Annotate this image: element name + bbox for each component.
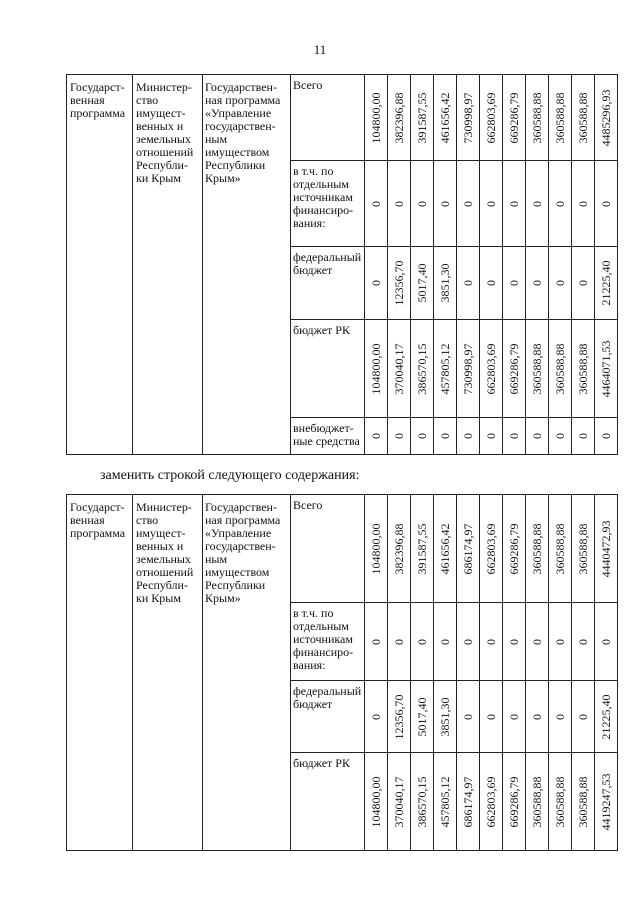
value-cell: 0 (549, 603, 572, 681)
executor-cell: Министер- ство имущест- венных и земельных отношений Республи- ки Крым (133, 495, 203, 851)
value-cell: 104800,00 (365, 753, 388, 851)
value-cell: 0 (457, 681, 480, 753)
value-cell: 730998,97 (457, 320, 480, 418)
value-cell: 0 (480, 603, 503, 681)
value-cell: 370040,17 (388, 320, 411, 418)
value-cell: 0 (365, 247, 388, 320)
value-cell: 730998,97 (457, 75, 480, 161)
value-cell: 0 (411, 418, 434, 455)
value-cell: 360588,88 (549, 320, 572, 418)
value-cell: 669286,79 (503, 495, 526, 603)
value-cell: 662803,69 (480, 495, 503, 603)
source-cell: Всего (291, 75, 365, 161)
value-cell: 4485296,93 (595, 75, 618, 161)
source-cell: в т.ч. по отдельным источникам финансиро- вания: (291, 603, 365, 681)
value-cell: 4440472,93 (595, 495, 618, 603)
value-cell: 461656,42 (434, 75, 457, 161)
value-cell: 0 (457, 161, 480, 247)
value-cell: 360588,88 (526, 75, 549, 161)
program-type-cell: Государст- венная программа (67, 495, 133, 851)
value-cell: 0 (480, 247, 503, 320)
page-number: 11 (313, 42, 327, 57)
value-cell: 0 (388, 161, 411, 247)
value-cell: 391587,55 (411, 75, 434, 161)
value-cell: 21225,40 (595, 681, 618, 753)
value-cell: 0 (365, 681, 388, 753)
value-cell: 0 (526, 418, 549, 455)
value-cell: 386570,15 (411, 320, 434, 418)
value-cell: 0 (549, 247, 572, 320)
value-cell: 686174,97 (457, 753, 480, 851)
value-cell: 0 (480, 161, 503, 247)
executor-cell: Министер- ство имущест- венных и земельных отношений Республи- ки Крым (133, 75, 203, 455)
value-cell: 0 (572, 247, 595, 320)
value-cell: 386570,15 (411, 753, 434, 851)
original-program-table (66, 74, 618, 455)
value-cell: 0 (480, 418, 503, 455)
value-cell: 669286,79 (503, 75, 526, 161)
value-cell: 104800,00 (365, 320, 388, 418)
value-cell: 4419247,53 (595, 753, 618, 851)
value-cell: 0 (572, 603, 595, 681)
value-cell: 0 (503, 161, 526, 247)
value-cell: 662803,69 (480, 753, 503, 851)
value-cell: 0 (503, 681, 526, 753)
value-cell: 0 (434, 603, 457, 681)
value-cell: 12356,70 (388, 247, 411, 320)
value-cell: 457805,12 (434, 320, 457, 418)
value-cell: 669286,79 (503, 753, 526, 851)
value-cell: 104800,00 (365, 495, 388, 603)
table-row (67, 75, 618, 161)
value-cell: 0 (457, 603, 480, 681)
value-cell: 662803,69 (480, 75, 503, 161)
source-cell: в т.ч. по отдельным источникам финансиро- вания: (291, 161, 365, 247)
value-cell: 370040,17 (388, 753, 411, 851)
value-cell: 382396,88 (388, 75, 411, 161)
value-cell: 0 (457, 247, 480, 320)
value-cell: 360588,88 (526, 753, 549, 851)
value-cell: 21225,40 (595, 247, 618, 320)
value-cell: 0 (526, 161, 549, 247)
value-cell: 669286,79 (503, 320, 526, 418)
value-cell: 0 (572, 418, 595, 455)
value-cell: 0 (457, 418, 480, 455)
program-name-cell: Государствен- ная программа «Управление государствен- ным имуществом Республики Крым» (203, 495, 291, 851)
value-cell: 457805,12 (434, 753, 457, 851)
value-cell: 3851,30 (434, 247, 457, 320)
value-cell: 360588,88 (572, 75, 595, 161)
value-cell: 5017,40 (411, 681, 434, 753)
value-cell: 0 (388, 603, 411, 681)
value-cell: 0 (549, 418, 572, 455)
source-cell: федеральный бюджет (291, 247, 365, 320)
value-cell: 686174,97 (457, 495, 480, 603)
value-cell: 360588,88 (572, 495, 595, 603)
value-cell: 0 (365, 603, 388, 681)
value-cell: 382396,88 (388, 495, 411, 603)
value-cell: 0 (595, 418, 618, 455)
value-cell: 0 (411, 603, 434, 681)
source-cell: федеральный бюджет (291, 681, 365, 753)
value-cell: 360588,88 (549, 753, 572, 851)
value-cell: 0 (388, 418, 411, 455)
value-cell: 0 (480, 681, 503, 753)
value-cell: 0 (526, 603, 549, 681)
program-name-cell: Государствен- ная программа «Управление государствен- ным имуществом Республики Крым» (203, 75, 291, 455)
value-cell: 0 (503, 418, 526, 455)
program-type-cell: Государст- венная программа (67, 75, 133, 455)
value-cell: 0 (595, 603, 618, 681)
value-cell: 104800,00 (365, 75, 388, 161)
table-row (67, 495, 618, 603)
value-cell: 0 (549, 681, 572, 753)
source-cell: Всего (291, 495, 365, 603)
value-cell: 4464071,53 (595, 320, 618, 418)
value-cell: 0 (365, 161, 388, 247)
value-cell: 0 (365, 418, 388, 455)
source-cell: внебюджет- ные средства (291, 418, 365, 455)
value-cell: 0 (526, 247, 549, 320)
value-cell: 360588,88 (572, 320, 595, 418)
value-cell: 0 (434, 161, 457, 247)
value-cell: 0 (411, 161, 434, 247)
source-cell: бюджет РК (291, 753, 365, 851)
value-cell: 12356,70 (388, 681, 411, 753)
replacement-instruction: заменить строкой следующего содержания: (100, 468, 360, 483)
value-cell: 360588,88 (526, 495, 549, 603)
value-cell: 0 (572, 161, 595, 247)
value-cell: 3851,30 (434, 681, 457, 753)
value-cell: 360588,88 (572, 753, 595, 851)
replacement-program-table (66, 494, 618, 851)
value-cell: 0 (572, 681, 595, 753)
value-cell: 5017,40 (411, 247, 434, 320)
value-cell: 0 (595, 161, 618, 247)
value-cell: 360588,88 (526, 320, 549, 418)
value-cell: 391587,55 (411, 495, 434, 603)
value-cell: 360588,88 (549, 75, 572, 161)
value-cell: 360588,88 (549, 495, 572, 603)
value-cell: 0 (526, 681, 549, 753)
source-cell: бюджет РК (291, 320, 365, 418)
value-cell: 0 (503, 247, 526, 320)
value-cell: 0 (549, 161, 572, 247)
value-cell: 662803,69 (480, 320, 503, 418)
value-cell: 0 (434, 418, 457, 455)
value-cell: 461656,42 (434, 495, 457, 603)
value-cell: 0 (503, 603, 526, 681)
